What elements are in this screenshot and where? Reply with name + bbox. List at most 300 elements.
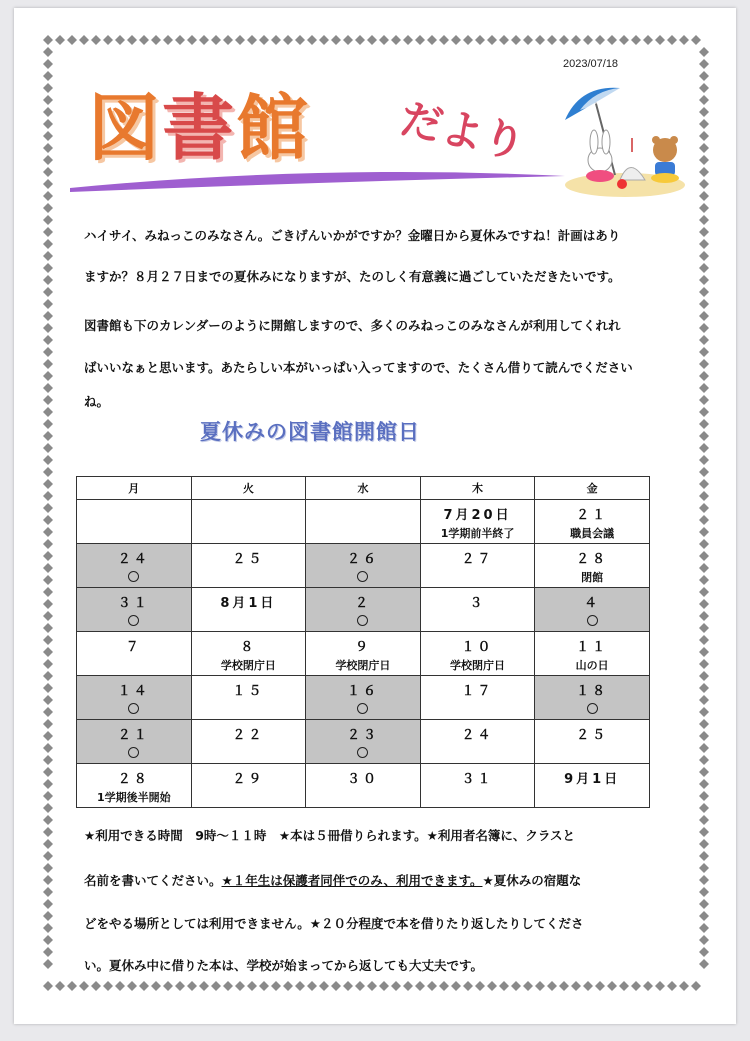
border-diamond <box>103 981 113 991</box>
border-diamond <box>43 239 53 249</box>
title-char-3: 館 <box>236 86 311 170</box>
border-diamond <box>43 455 53 465</box>
border-diamond <box>43 815 53 825</box>
open-circle-mark <box>128 747 139 758</box>
calendar-day-cell <box>306 544 421 588</box>
border-diamond <box>271 981 281 991</box>
border-diamond <box>699 203 709 213</box>
border-diamond <box>91 35 101 45</box>
border-diamond <box>699 707 709 717</box>
border-diamond <box>43 851 53 861</box>
intro-line: ね。 <box>84 394 110 409</box>
border-diamond <box>667 981 677 991</box>
border-diamond <box>43 647 53 657</box>
border-diamond <box>699 851 709 861</box>
border-diamond <box>699 671 709 681</box>
weekday-header: 火 <box>191 477 306 500</box>
border-diamond <box>499 35 509 45</box>
border-diamond <box>511 35 521 45</box>
border-diamond <box>43 981 53 991</box>
border-diamond <box>699 959 709 969</box>
border-diamond <box>699 227 709 237</box>
note-text: ★夏休みの宿題な <box>482 873 582 888</box>
intro-line: ますか？８月２７日までの夏休みになりますが、たのしく有意義に過ごしていただきたいです。 <box>84 269 621 284</box>
border-diamond <box>43 959 53 969</box>
border-diamond <box>699 611 709 621</box>
border-diamond <box>151 981 161 991</box>
border-diamond <box>699 59 709 69</box>
border-diamond <box>43 419 53 429</box>
border-diamond <box>699 395 709 405</box>
border-diamond <box>643 981 653 991</box>
calendar-day-cell <box>191 544 306 588</box>
calendar-day-cell <box>420 588 535 632</box>
day-number: ２６ <box>346 552 379 567</box>
border-diamond <box>43 251 53 261</box>
border-diamond <box>439 981 449 991</box>
border-diamond <box>379 35 389 45</box>
border-diamond <box>699 179 709 189</box>
border-diamond <box>199 981 209 991</box>
note-text: 名前を書いてください。 <box>84 873 222 888</box>
border-diamond <box>43 623 53 633</box>
border-diamond <box>643 35 653 45</box>
intro-line: 図書館も下のカレンダーのように開館しますので、多くのみねっこのみなさんが利用してくれれ <box>84 318 621 333</box>
notes-line <box>84 916 583 932</box>
calendar-day-cell <box>191 764 306 808</box>
border-diamond <box>699 215 709 225</box>
border-diamond <box>187 35 197 45</box>
calendar-day-cell <box>77 632 192 676</box>
border-diamond <box>43 575 53 585</box>
border-diamond <box>699 515 709 525</box>
guardian-note: ★１年生は保護者同伴でのみ、利用できます。 <box>221 873 483 888</box>
border-diamond <box>699 467 709 477</box>
border-diamond <box>235 981 245 991</box>
border-diamond <box>699 551 709 561</box>
border-diamond <box>655 35 665 45</box>
border-diamond <box>699 119 709 129</box>
border-diamond <box>283 981 293 991</box>
border-diamond <box>175 981 185 991</box>
border-diamond <box>699 419 709 429</box>
border-diamond <box>391 35 401 45</box>
border-diamond <box>699 431 709 441</box>
calendar-header-row <box>77 477 650 500</box>
border-diamond <box>223 981 233 991</box>
calendar-week-row <box>77 500 650 544</box>
border-diamond <box>319 35 329 45</box>
day-number: ２４ <box>461 728 494 743</box>
border-diamond <box>43 719 53 729</box>
border-diamond <box>699 443 709 453</box>
intro-line: ばいいなぁと思います。あたらしい本がいっぱい入ってますので、たくさん借りて読んでください <box>84 360 633 375</box>
border-diamond <box>79 35 89 45</box>
calendar-day-cell <box>420 764 535 808</box>
border-diamond <box>699 71 709 81</box>
border-diamond <box>43 803 53 813</box>
calendar-day-cell <box>306 632 421 676</box>
calendar-week-row <box>77 764 650 808</box>
border-diamond <box>43 635 53 645</box>
calendar-title: 夏休みの図書館開館日 <box>200 420 420 444</box>
day-number: １７ <box>461 684 494 699</box>
border-diamond <box>43 155 53 165</box>
library-calendar <box>76 476 650 808</box>
border-diamond <box>139 981 149 991</box>
border-diamond <box>699 719 709 729</box>
border-diamond <box>67 35 77 45</box>
border-diamond <box>487 981 497 991</box>
open-circle-mark <box>128 615 139 626</box>
calendar-day-cell <box>420 544 535 588</box>
border-diamond <box>583 35 593 45</box>
border-diamond <box>523 35 533 45</box>
border-diamond <box>55 981 65 991</box>
day-note: 学校閉庁日 <box>220 659 276 672</box>
border-diamond <box>595 35 605 45</box>
border-diamond <box>699 407 709 417</box>
border-diamond <box>43 551 53 561</box>
calendar-day-cell <box>535 720 650 764</box>
border-diamond <box>199 35 209 45</box>
border-diamond <box>43 467 53 477</box>
border-diamond <box>699 155 709 165</box>
border-diamond <box>415 35 425 45</box>
day-note: 学校閉庁日 <box>335 659 391 672</box>
border-diamond <box>699 371 709 381</box>
border-diamond <box>699 623 709 633</box>
border-diamond <box>43 371 53 381</box>
border-diamond <box>415 981 425 991</box>
border-diamond <box>43 131 53 141</box>
border-diamond <box>699 455 709 465</box>
border-diamond <box>295 981 305 991</box>
border-diamond <box>43 899 53 909</box>
calendar-day-cell <box>191 676 306 720</box>
border-diamond <box>43 359 53 369</box>
border-diamond <box>523 981 533 991</box>
border-diamond <box>43 539 53 549</box>
border-diamond <box>115 981 125 991</box>
day-number: ２７ <box>461 552 494 567</box>
border-diamond <box>571 35 581 45</box>
calendar-day-cell <box>77 676 192 720</box>
border-diamond <box>175 35 185 45</box>
day-number: 8月1日 <box>220 596 277 611</box>
calendar-day-cell <box>535 764 650 808</box>
border-diamond <box>43 383 53 393</box>
calendar-day-cell <box>306 764 421 808</box>
border-diamond <box>43 743 53 753</box>
border-diamond <box>211 981 221 991</box>
border-diamond <box>559 981 569 991</box>
border-diamond <box>699 863 709 873</box>
border-diamond <box>43 395 53 405</box>
border-diamond <box>607 35 617 45</box>
day-number: ２５ <box>576 728 609 743</box>
border-diamond <box>535 35 545 45</box>
border-diamond <box>211 35 221 45</box>
calendar-week-row <box>77 720 650 764</box>
border-diamond <box>43 611 53 621</box>
calendar-day-cell <box>535 544 650 588</box>
border-diamond <box>43 935 53 945</box>
day-note: 山の日 <box>575 659 609 672</box>
border-diamond <box>127 981 137 991</box>
calendar-week-row <box>77 544 650 588</box>
border-diamond <box>247 35 257 45</box>
border-diamond <box>699 935 709 945</box>
border-diamond <box>463 35 473 45</box>
calendar-day-cell <box>191 632 306 676</box>
border-diamond <box>43 791 53 801</box>
border-diamond <box>699 803 709 813</box>
border-diamond <box>43 227 53 237</box>
border-diamond <box>699 887 709 897</box>
border-diamond <box>43 503 53 513</box>
day-number: ８ <box>240 640 257 655</box>
border-diamond <box>67 981 77 991</box>
calendar-day-cell <box>191 588 306 632</box>
open-circle-mark <box>587 615 598 626</box>
day-number: ７ <box>125 640 142 655</box>
border-diamond <box>699 779 709 789</box>
border-diamond <box>43 695 53 705</box>
border-diamond <box>163 35 173 45</box>
newsletter-title <box>70 66 590 196</box>
border-diamond <box>699 383 709 393</box>
border-diamond <box>699 359 709 369</box>
border-diamond <box>43 167 53 177</box>
border-diamond <box>699 923 709 933</box>
border-diamond <box>43 179 53 189</box>
open-circle-mark <box>357 615 368 626</box>
border-diamond <box>631 35 641 45</box>
border-diamond <box>607 981 617 991</box>
border-diamond <box>511 981 521 991</box>
day-number: １４ <box>117 684 150 699</box>
issue-date: 2023/07/18 <box>563 58 619 70</box>
border-diamond <box>43 287 53 297</box>
calendar-day-cell <box>535 676 650 720</box>
border-diamond <box>247 981 257 991</box>
border-diamond <box>699 491 709 501</box>
border-diamond <box>487 35 497 45</box>
border-diamond <box>367 35 377 45</box>
border-diamond <box>403 35 413 45</box>
border-diamond <box>43 83 53 93</box>
border-diamond <box>583 981 593 991</box>
notes-line <box>84 873 581 889</box>
open-circle-mark <box>357 703 368 714</box>
border-diamond <box>55 35 65 45</box>
border-diamond <box>699 287 709 297</box>
border-diamond <box>43 839 53 849</box>
day-number: １８ <box>576 684 609 699</box>
border-diamond <box>699 503 709 513</box>
border-diamond <box>187 981 197 991</box>
border-diamond <box>43 143 53 153</box>
border-diamond <box>43 671 53 681</box>
calendar-day-cell <box>306 500 421 544</box>
calendar-day-cell <box>191 500 306 544</box>
border-diamond <box>43 923 53 933</box>
border-diamond <box>699 539 709 549</box>
day-number: ２１ <box>117 728 150 743</box>
calendar-day-cell <box>77 544 192 588</box>
border-diamond <box>699 827 709 837</box>
border-diamond <box>699 791 709 801</box>
day-number: ４ <box>584 596 601 611</box>
border-diamond <box>43 119 53 129</box>
border-diamond <box>43 515 53 525</box>
border-diamond <box>463 981 473 991</box>
border-diamond <box>699 587 709 597</box>
border-diamond <box>427 981 437 991</box>
border-diamond <box>631 981 641 991</box>
border-diamond <box>43 443 53 453</box>
border-diamond <box>699 263 709 273</box>
calendar-day-cell <box>306 720 421 764</box>
border-diamond <box>43 407 53 417</box>
day-note: 1学期後半開始 <box>96 791 171 804</box>
calendar-week-row <box>77 676 650 720</box>
border-diamond <box>43 107 53 117</box>
calendar-day-cell <box>77 720 192 764</box>
border-diamond <box>691 981 701 991</box>
border-diamond <box>535 981 545 991</box>
open-circle-mark <box>357 571 368 582</box>
title-main <box>88 70 310 174</box>
border-diamond <box>43 587 53 597</box>
note-text: ★利用できる時間 9時～１１時 ★本は５冊借りられます。★利用者名簿に、クラスと <box>84 828 575 843</box>
open-circle-mark <box>128 703 139 714</box>
border-diamond <box>475 35 485 45</box>
border-diamond <box>43 95 53 105</box>
border-diamond <box>43 47 53 57</box>
border-diamond <box>43 527 53 537</box>
border-diamond <box>43 599 53 609</box>
border-diamond <box>43 767 53 777</box>
border-diamond <box>43 947 53 957</box>
border-diamond <box>355 981 365 991</box>
border-diamond <box>595 981 605 991</box>
day-number: ２１ <box>576 508 609 523</box>
border-diamond <box>43 707 53 717</box>
border-diamond <box>43 755 53 765</box>
day-number: １５ <box>232 684 265 699</box>
border-diamond <box>223 35 233 45</box>
calendar-day-cell <box>420 500 535 544</box>
border-diamond <box>127 35 137 45</box>
border-diamond <box>699 575 709 585</box>
border-diamond <box>699 815 709 825</box>
border-diamond <box>319 981 329 991</box>
border-diamond <box>699 47 709 57</box>
calendar-week-row <box>77 632 650 676</box>
border-diamond <box>699 83 709 93</box>
border-diamond <box>655 981 665 991</box>
day-number: ３０ <box>346 772 379 787</box>
border-diamond <box>699 731 709 741</box>
border-diamond <box>699 251 709 261</box>
border-diamond <box>91 981 101 991</box>
calendar-day-cell <box>420 632 535 676</box>
calendar-day-cell <box>535 632 650 676</box>
calendar-day-cell <box>77 500 192 544</box>
border-diamond <box>699 527 709 537</box>
border-diamond <box>43 263 53 273</box>
border-diamond <box>619 981 629 991</box>
calendar-day-cell <box>535 500 650 544</box>
border-diamond <box>43 71 53 81</box>
border-diamond <box>283 35 293 45</box>
border-diamond <box>547 981 557 991</box>
notes-line <box>84 828 575 844</box>
day-number: １６ <box>346 684 379 699</box>
border-diamond <box>499 981 509 991</box>
border-diamond <box>391 981 401 991</box>
border-diamond <box>699 131 709 141</box>
border-diamond <box>343 981 353 991</box>
day-number: ２８ <box>117 772 150 787</box>
border-diamond <box>43 275 53 285</box>
calendar-day-cell <box>535 588 650 632</box>
day-number: ２４ <box>117 552 150 567</box>
border-diamond <box>43 323 53 333</box>
border-diamond <box>699 647 709 657</box>
border-diamond <box>699 563 709 573</box>
border-diamond <box>699 347 709 357</box>
note-text: い。夏休み中に借りた本は、学校が始まってから返しても大丈夫です。 <box>84 958 484 973</box>
calendar-day-cell <box>420 676 535 720</box>
border-diamond <box>115 35 125 45</box>
day-number: ２５ <box>232 552 265 567</box>
day-note: 学校閉庁日 <box>450 659 506 672</box>
border-diamond <box>43 659 53 669</box>
open-circle-mark <box>587 703 598 714</box>
border-diamond <box>163 981 173 991</box>
border-diamond <box>571 981 581 991</box>
border-diamond <box>699 275 709 285</box>
day-number: １１ <box>576 640 609 655</box>
border-diamond <box>43 563 53 573</box>
notes-line <box>84 958 483 974</box>
border-diamond <box>43 335 53 345</box>
border-diamond <box>103 35 113 45</box>
intro-line: ハイサイ、みねっこのみなさん。ごきげんいかがですか？金曜日から夏休みですね！計画はあり <box>84 228 621 243</box>
border-diamond <box>43 347 53 357</box>
border-diamond <box>79 981 89 991</box>
calendar-day-cell <box>306 588 421 632</box>
border-diamond <box>43 431 53 441</box>
border-diamond <box>679 981 689 991</box>
open-circle-mark <box>357 747 368 758</box>
border-diamond <box>43 299 53 309</box>
border-diamond <box>43 827 53 837</box>
border-diamond <box>699 683 709 693</box>
border-diamond <box>699 743 709 753</box>
day-number: 7月20日 <box>443 508 512 523</box>
border-diamond <box>547 35 557 45</box>
calendar-day-cell <box>191 720 306 764</box>
border-diamond <box>699 107 709 117</box>
border-diamond <box>699 599 709 609</box>
border-diamond <box>451 35 461 45</box>
day-number: ３ <box>469 596 486 611</box>
border-diamond <box>379 981 389 991</box>
